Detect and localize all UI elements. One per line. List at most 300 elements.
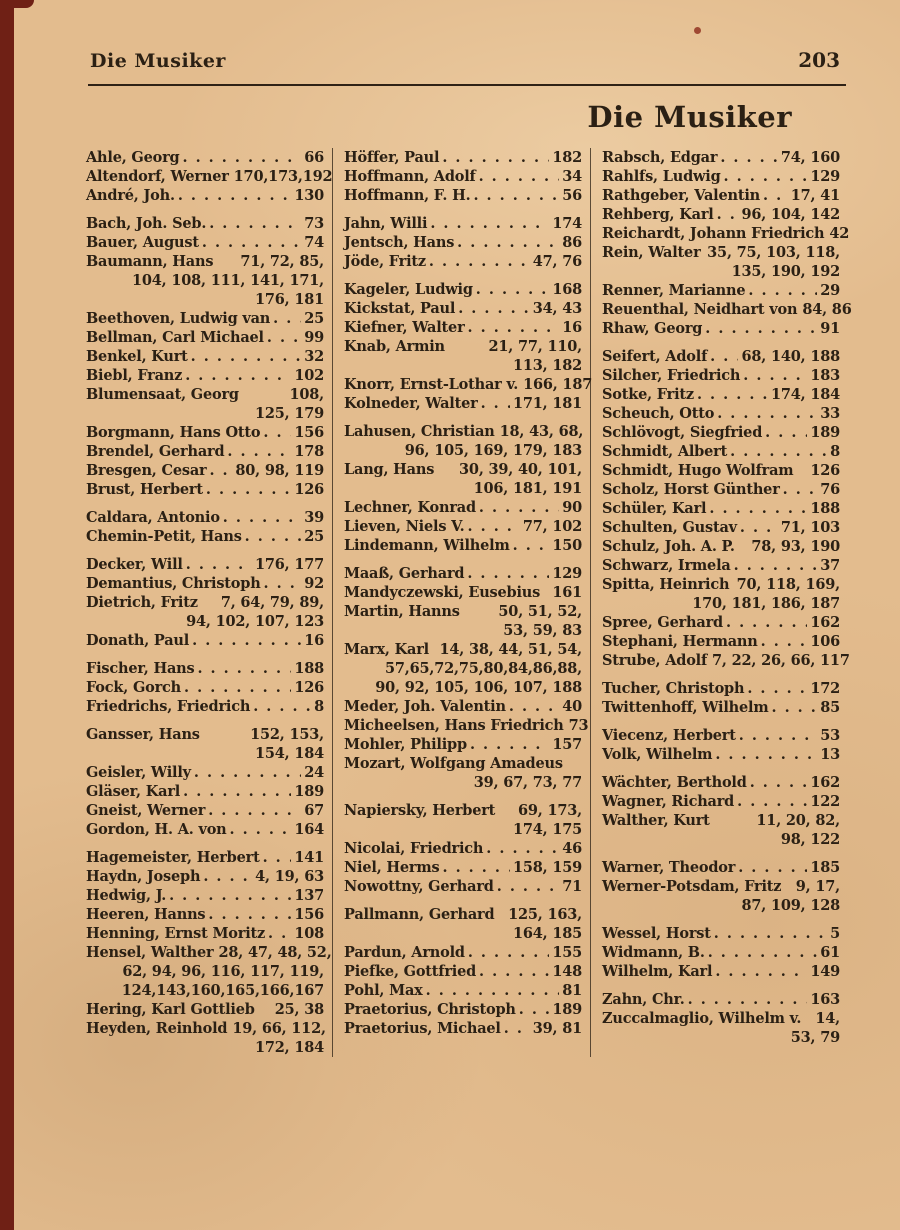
alpha-group xyxy=(86,148,333,205)
index-entry xyxy=(602,556,840,575)
dot-leader xyxy=(468,517,520,536)
entry-line xyxy=(344,214,582,233)
entry-name: Dietrich, Fritz xyxy=(86,594,198,611)
entry-pages: 39, 81 xyxy=(532,1020,582,1037)
entry-name: Stephani, Hermann xyxy=(602,633,758,650)
entry-pages: 92 xyxy=(304,575,324,592)
index-entry xyxy=(86,867,324,886)
entry-line xyxy=(344,877,582,896)
entry-name: Lang, Hans xyxy=(344,461,435,478)
entry-line xyxy=(602,924,840,943)
entry-line xyxy=(602,281,840,300)
alpha-group xyxy=(86,659,324,716)
entry-line xyxy=(602,404,840,423)
index-entry xyxy=(602,858,840,877)
alpha-group xyxy=(602,679,840,717)
entry-name: Rehberg, Karl xyxy=(602,206,714,223)
entry-line xyxy=(86,801,324,820)
entry-line xyxy=(86,981,324,1000)
entry-pages: 185 xyxy=(810,859,840,876)
entry-pages: 189 xyxy=(810,424,840,441)
index-entry xyxy=(344,1000,582,1019)
entry-pages: 152, 153, xyxy=(250,726,324,743)
entry-name: Lieven, Niels V. xyxy=(344,518,465,535)
dot-leader xyxy=(761,632,808,651)
entry-pages: 35, 75, 103, 118, xyxy=(707,244,840,261)
index-entry xyxy=(602,537,840,556)
entry-line xyxy=(602,442,840,461)
entry-line xyxy=(344,233,582,252)
index-entry xyxy=(602,499,840,518)
index-entry xyxy=(602,726,840,745)
index-entry xyxy=(86,924,324,943)
entry-line xyxy=(602,773,840,792)
entry-line xyxy=(344,252,582,271)
entry-name: Niel, Herms xyxy=(344,859,440,876)
index-entry xyxy=(602,745,840,764)
index-entry xyxy=(344,583,582,602)
entry-name: Mohler, Philipp xyxy=(344,736,467,753)
dot-leader xyxy=(458,299,530,318)
entry-name: Schmidt, Albert xyxy=(602,443,728,460)
entry-pages: 172 xyxy=(810,680,840,697)
entry-pages: 126 xyxy=(294,481,324,498)
alpha-group xyxy=(602,148,852,338)
entry-pages: 156 xyxy=(294,906,324,923)
entry-name: Schulz, Joh. A. P. xyxy=(602,538,735,555)
entry-pages: 164 xyxy=(294,821,324,838)
entry-line xyxy=(344,602,582,621)
entry-line xyxy=(602,347,840,366)
entry-line xyxy=(86,480,324,499)
entry-name: Bauer, August xyxy=(86,234,199,251)
entry-name: Praetorius, Michael xyxy=(344,1020,501,1037)
entry-pages: 158, 159 xyxy=(512,859,582,876)
entry-pages: 174, 184 xyxy=(770,386,840,403)
entry-pages: 53 xyxy=(820,727,840,744)
entry-line xyxy=(344,773,582,792)
dot-leader xyxy=(717,404,817,423)
entry-name: Silcher, Friedrich xyxy=(602,367,741,384)
index-entry xyxy=(602,148,840,167)
index-entry xyxy=(86,801,324,820)
alpha-group xyxy=(602,924,840,981)
dot-leader xyxy=(743,366,807,385)
index-columns xyxy=(86,148,852,1057)
entry-line xyxy=(86,442,324,461)
dot-leader xyxy=(738,858,807,877)
index-entry xyxy=(602,167,840,186)
entry-pages: 126 xyxy=(294,679,324,696)
entry-name: Pohl, Max xyxy=(344,982,423,999)
entry-pages: 69, 173, xyxy=(518,802,582,819)
index-entry xyxy=(86,678,324,697)
dot-leader xyxy=(486,839,559,858)
dot-leader xyxy=(750,773,808,792)
entry-line xyxy=(602,300,852,319)
index-entry xyxy=(602,205,840,224)
entry-line xyxy=(86,612,324,631)
entry-pages: 122 xyxy=(810,793,840,810)
entry-pages: 77, 102 xyxy=(522,518,582,535)
entry-line xyxy=(602,594,840,613)
entry-name: Bresgen, Cesar xyxy=(86,462,207,479)
entry-name: Mandyczewski, Eusebius xyxy=(344,584,541,601)
dot-leader xyxy=(688,990,808,1009)
entry-name: Reuenthal, Neidhart von xyxy=(602,301,798,318)
entry-line xyxy=(86,366,324,385)
dot-leader xyxy=(710,347,738,366)
dot-leader xyxy=(730,442,827,461)
entry-pages: 53, 59, 83 xyxy=(503,622,582,639)
index-entry xyxy=(602,442,840,461)
entry-line xyxy=(344,678,582,697)
entry-pages: 57,65,72,75,80,84,86,88, xyxy=(384,660,582,677)
entry-pages: 46 xyxy=(562,840,582,857)
index-entry xyxy=(344,148,582,167)
entry-name: Rahlfs, Ludwig xyxy=(602,168,721,185)
entry-line xyxy=(86,404,324,423)
index-entry xyxy=(344,962,582,981)
entry-name: Fock, Gorch xyxy=(86,679,182,696)
entry-name: Haydn, Joseph xyxy=(86,868,201,885)
entry-line xyxy=(602,990,840,1009)
dot-leader xyxy=(253,697,311,716)
entry-name: Altendorf, Werner xyxy=(86,168,229,185)
entry-pages: 61 xyxy=(820,944,840,961)
entry-line xyxy=(344,564,582,583)
index-entry xyxy=(86,186,324,205)
dot-leader xyxy=(705,319,817,338)
entry-pages: 39 xyxy=(304,509,324,526)
entry-pages: 188 xyxy=(810,500,840,517)
dot-leader xyxy=(509,697,559,716)
entry-name: Jahn, Willi xyxy=(344,215,428,232)
index-entry xyxy=(86,763,324,782)
entry-line xyxy=(344,697,582,716)
entry-pages: 40 xyxy=(562,698,582,715)
entry-line xyxy=(86,148,324,167)
dot-leader xyxy=(697,385,768,404)
entry-name: Rathgeber, Valentin xyxy=(602,187,760,204)
index-entry xyxy=(602,773,840,792)
entry-line xyxy=(344,640,582,659)
entry-pages: 155 xyxy=(552,944,582,961)
index-entry xyxy=(86,725,324,763)
index-entry xyxy=(86,555,324,574)
alpha-group xyxy=(86,848,332,1057)
entry-pages: 4, 19, 63 xyxy=(255,868,324,885)
dot-leader xyxy=(186,555,252,574)
entry-pages: 68, 140, 188 xyxy=(741,348,840,365)
alpha-group xyxy=(602,773,840,849)
entry-name: Spitta, Heinrich xyxy=(602,576,730,593)
entry-name: Baumann, Hans xyxy=(86,253,214,270)
dot-leader xyxy=(194,763,301,782)
entry-line xyxy=(86,943,332,962)
dot-leader xyxy=(717,205,739,224)
entry-name: Zuccalmaglio, Wilhelm v. xyxy=(602,1010,802,1027)
entry-name: Geisler, Willy xyxy=(86,764,191,781)
entry-line xyxy=(602,632,840,651)
entry-line xyxy=(86,848,324,867)
index-entry xyxy=(344,801,582,839)
entry-pages: 171, 181 xyxy=(512,395,582,412)
entry-name: Hensel, Walther xyxy=(86,944,214,961)
index-entry xyxy=(344,564,582,583)
entry-pages: 130 xyxy=(294,187,324,204)
entry-pages: 11, 20, 82, xyxy=(756,812,840,829)
dot-leader xyxy=(771,698,817,717)
entry-pages: 124,143,160,165,166,167 xyxy=(121,982,324,999)
entry-line xyxy=(344,394,582,413)
alpha-group xyxy=(344,280,593,413)
entry-line xyxy=(602,811,840,830)
index-entry xyxy=(86,574,324,593)
entry-name: Hering, Karl Gottlieb xyxy=(86,1001,255,1018)
alpha-group xyxy=(344,905,582,1038)
entry-pages: 18, 43, 68, xyxy=(499,423,584,440)
entry-name: Schwarz, Irmela xyxy=(602,557,731,574)
index-entry xyxy=(86,631,324,650)
entry-pages: 53, 79 xyxy=(790,1029,840,1046)
entry-name: Schlövogt, Siegfried xyxy=(602,424,763,441)
entry-name: Fischer, Hans xyxy=(86,660,195,677)
entry-line xyxy=(86,167,333,186)
entry-name: Micheelsen, Hans Friedrich xyxy=(344,717,564,734)
entry-pages: 172, 184 xyxy=(254,1039,324,1056)
entry-line xyxy=(86,820,324,839)
index-entry xyxy=(602,347,840,366)
entry-name: Marx, Karl xyxy=(344,641,429,658)
index-entry xyxy=(602,613,840,632)
dot-leader xyxy=(202,233,301,252)
index-entry xyxy=(86,527,324,546)
entry-pages: 67 xyxy=(304,802,324,819)
entry-name: Demantius, Christoph xyxy=(86,575,261,592)
dot-leader xyxy=(748,281,817,300)
entry-pages: 174 xyxy=(552,215,582,232)
index-entry xyxy=(344,716,589,735)
entry-line xyxy=(344,337,582,356)
index-entry xyxy=(344,299,582,318)
index-entry xyxy=(86,1000,324,1019)
entry-name: Napiersky, Herbert xyxy=(344,802,496,819)
entry-line xyxy=(602,575,840,594)
entry-name: Lahusen, Christian xyxy=(344,423,495,440)
index-entry xyxy=(86,385,324,423)
entry-pages: 148 xyxy=(552,963,582,980)
dot-leader xyxy=(740,518,778,537)
entry-pages: 32 xyxy=(304,348,324,365)
entry-pages: 162 xyxy=(810,774,840,791)
entry-pages: 34 xyxy=(562,168,582,185)
entry-pages: 90 xyxy=(562,499,582,516)
entry-line xyxy=(602,698,840,717)
entry-name: Spree, Gerhard xyxy=(602,614,723,631)
index-entry xyxy=(86,252,324,309)
entry-line xyxy=(86,328,324,347)
alpha-group xyxy=(602,347,850,670)
index-entry xyxy=(602,461,840,480)
entry-pages: 37 xyxy=(820,557,840,574)
entry-line xyxy=(344,167,582,186)
dot-leader xyxy=(182,148,301,167)
entry-line xyxy=(602,556,840,575)
entry-pages: 170,173,192 xyxy=(233,168,333,185)
entry-pages: 7, 64, 79, 89, xyxy=(220,594,324,611)
entry-name: Kiefner, Walter xyxy=(344,319,465,336)
entry-line xyxy=(344,517,582,536)
dot-leader xyxy=(747,679,807,698)
entry-pages: 161 xyxy=(552,584,582,601)
entry-name: Rabsch, Edgar xyxy=(602,149,718,166)
entry-name: Kageler, Ludwig xyxy=(344,281,473,298)
entry-name: Knorr, Ernst-Lothar v. xyxy=(344,376,519,393)
entry-pages: 66 xyxy=(304,149,324,166)
index-entry xyxy=(344,375,593,394)
entry-name: Gneist, Werner xyxy=(86,802,206,819)
entry-line xyxy=(344,858,582,877)
entry-line xyxy=(602,537,840,556)
index-entry xyxy=(344,640,582,697)
entry-line xyxy=(86,574,324,593)
dot-leader xyxy=(470,735,549,754)
entry-pages: 84, 86 xyxy=(802,301,852,318)
entry-name: Jöde, Fritz xyxy=(344,253,426,270)
index-entry xyxy=(344,167,582,186)
index-entry xyxy=(344,337,582,375)
entry-line xyxy=(602,148,840,167)
entry-line xyxy=(86,1038,324,1057)
entry-line xyxy=(86,290,324,309)
entry-pages: 162 xyxy=(810,614,840,631)
entry-pages: 28, 47, 48, 52, xyxy=(218,944,332,961)
entry-pages: 50, 51, 52, xyxy=(498,603,582,620)
entry-name: Heyden, Reinhold xyxy=(86,1020,228,1037)
dot-leader xyxy=(223,508,301,527)
dot-leader xyxy=(715,962,807,981)
entry-pages: 16 xyxy=(304,632,324,649)
entry-line xyxy=(602,1009,840,1028)
entry-name: Schmidt, Hugo Wolfram xyxy=(602,462,794,479)
entry-name: Twittenhoff, Wilhelm xyxy=(602,699,769,716)
entry-line xyxy=(344,754,582,773)
entry-line xyxy=(602,499,840,518)
alpha-group xyxy=(602,990,840,1047)
entry-name: Gansser, Hans xyxy=(86,726,200,743)
entry-name: Piefke, Gottfried xyxy=(344,963,477,980)
entry-line xyxy=(344,148,582,167)
entry-pages: 21, 77, 110, xyxy=(488,338,582,355)
entry-pages: 106, 181, 191 xyxy=(473,480,582,497)
index-entry xyxy=(344,460,582,498)
entry-pages: 129 xyxy=(810,168,840,185)
entry-name: Scheuch, Otto xyxy=(602,405,715,422)
index-entry xyxy=(86,782,324,801)
entry-line xyxy=(344,924,582,943)
index-entry xyxy=(344,517,582,536)
index-entry xyxy=(602,366,840,385)
entry-name: Volk, Wilhelm xyxy=(602,746,713,763)
entry-pages: 73 xyxy=(304,215,324,232)
entry-line xyxy=(344,536,582,555)
dot-leader xyxy=(739,726,817,745)
entry-pages: 80, 98, 119 xyxy=(235,462,324,479)
entry-name: Blumensaat, Georg xyxy=(86,386,239,403)
entry-line xyxy=(86,252,324,271)
entry-name: Rein, Walter xyxy=(602,244,701,261)
entry-name: Nowottny, Gerhard xyxy=(344,878,494,895)
entry-pages: 135, 190, 192 xyxy=(731,263,840,280)
entry-pages: 174, 175 xyxy=(512,821,582,838)
entry-name: Benkel, Kurt xyxy=(86,348,188,365)
entry-line xyxy=(86,697,324,716)
index-entry xyxy=(86,442,324,461)
index-entry xyxy=(344,981,582,1000)
dot-leader xyxy=(208,905,291,924)
dot-leader xyxy=(737,792,807,811)
entry-line xyxy=(344,186,582,205)
entry-line xyxy=(344,479,582,498)
dot-leader xyxy=(468,318,560,337)
entry-pages: 104, 108, 111, 141, 171, xyxy=(132,272,324,289)
dot-leader xyxy=(426,981,560,1000)
entry-line xyxy=(344,716,589,735)
index-entry xyxy=(602,632,840,651)
section-heading: Die Musiker xyxy=(587,100,792,134)
index-entry xyxy=(344,905,582,943)
header-rule xyxy=(88,84,846,86)
entry-pages: 188 xyxy=(294,660,324,677)
entry-pages: 25 xyxy=(304,528,324,545)
index-entry xyxy=(344,858,582,877)
entry-line xyxy=(86,233,324,252)
index-entry xyxy=(86,820,324,839)
entry-name: Hoffmann, F. H. xyxy=(344,187,471,204)
dot-leader xyxy=(765,423,807,442)
entry-line xyxy=(602,167,840,186)
entry-name: Bach, Joh. Seb. xyxy=(86,215,207,232)
index-entry xyxy=(86,905,324,924)
entry-name: Lechner, Konrad xyxy=(344,499,476,516)
page-number: 203 xyxy=(798,48,840,72)
entry-name: Kickstat, Paul xyxy=(344,300,456,317)
dot-leader xyxy=(734,556,818,575)
dot-leader xyxy=(442,148,549,167)
dot-leader xyxy=(184,678,291,697)
entry-name: Schüler, Karl xyxy=(602,500,707,517)
entry-name: Bellman, Carl Michael xyxy=(86,329,264,346)
entry-pages: 166, 187 xyxy=(523,376,593,393)
entry-line xyxy=(602,896,840,915)
index-entry xyxy=(602,243,840,281)
entry-name: Schulten, Gustav xyxy=(602,519,737,536)
index-entry xyxy=(344,877,582,896)
running-header: Die Musiker xyxy=(90,50,226,72)
index-entry xyxy=(602,1009,840,1047)
index-entry xyxy=(344,536,582,555)
dot-leader xyxy=(519,1000,550,1019)
dot-leader xyxy=(763,186,788,205)
dot-leader xyxy=(715,745,817,764)
entry-line xyxy=(602,943,840,962)
dot-leader xyxy=(479,962,549,981)
entry-pages: 71, 103 xyxy=(780,519,840,536)
alpha-group xyxy=(86,725,324,839)
entry-line xyxy=(86,271,324,290)
entry-name: Renner, Marianne xyxy=(602,282,746,299)
